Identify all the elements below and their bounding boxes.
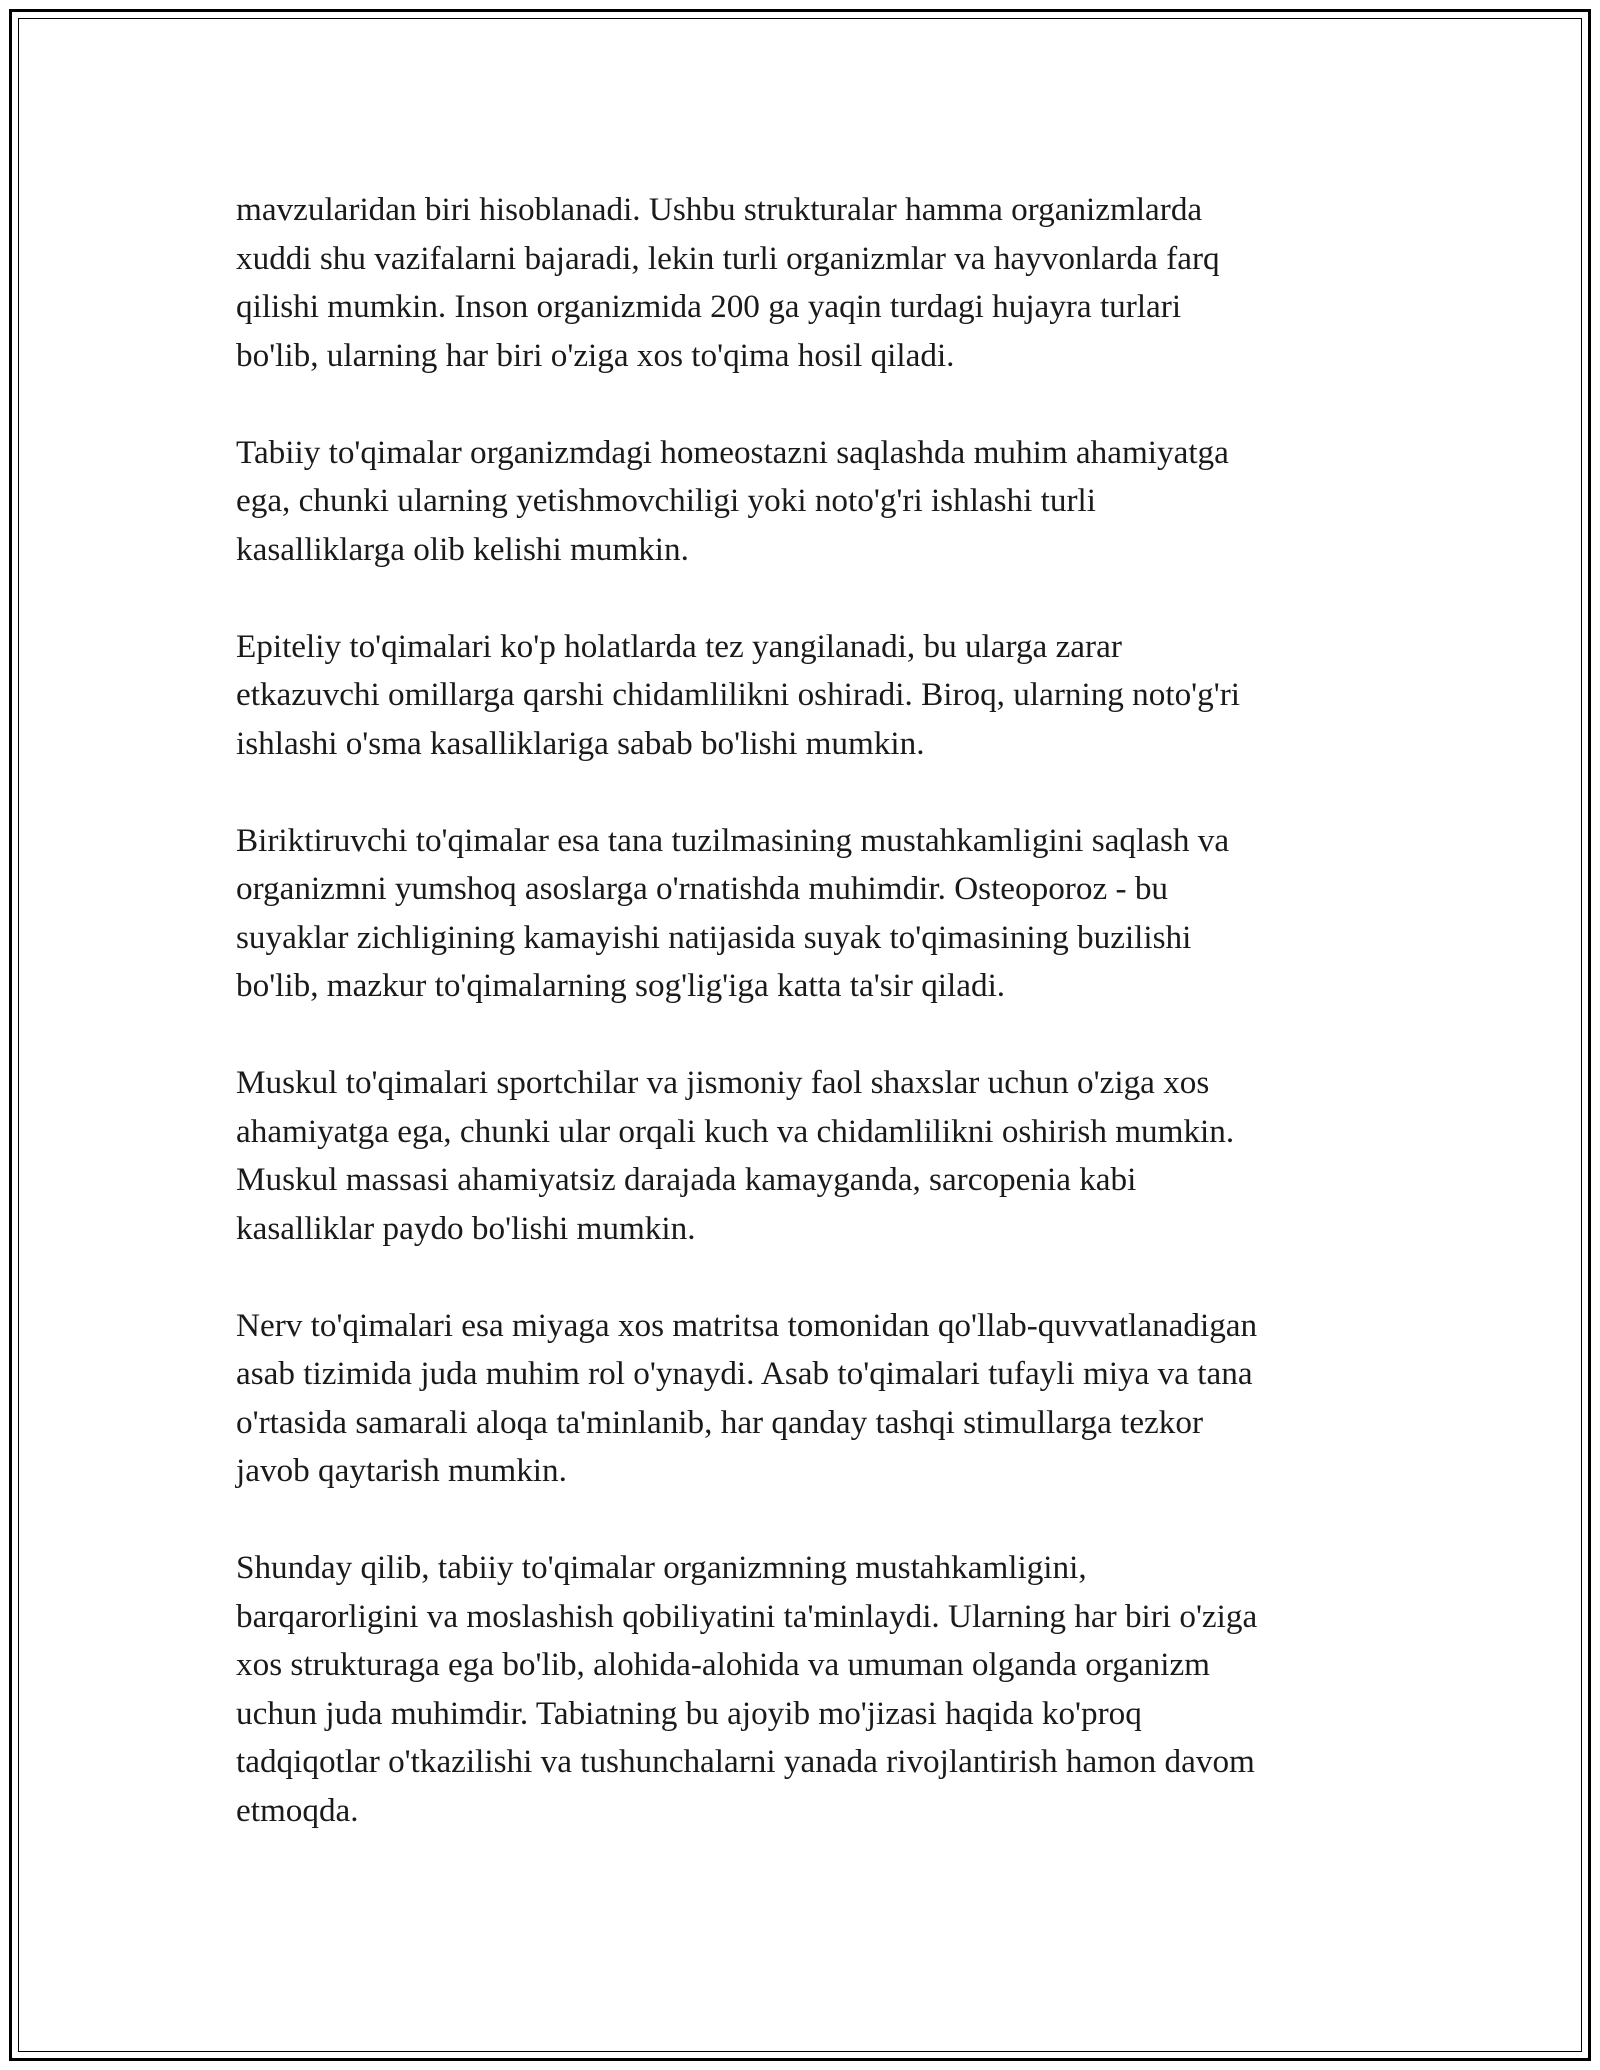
text-line: asab tizimida juda muhim rol o'ynaydi. Asab to'qimalari tufayli miya va tana <box>236 1355 1253 1392</box>
paragraph <box>236 1059 1376 1253</box>
text-line: mavzularidan biri hisoblanadi. Ushbu strukturalar hamma organizmlarda <box>236 191 1203 228</box>
text-line: qilishi mumkin. Inson organizmida 200 ga yaqin turdagi hujayra turlari <box>236 288 1182 325</box>
text-line: Shunday qilib, tabiiy to'qimalar organizmning mustahkamligini, <box>236 1549 1087 1586</box>
text-line: xos strukturaga ega bo'lib, alohida-alohida va umuman olganda organizm <box>236 1646 1210 1683</box>
text-line: javob qaytarish mumkin. <box>236 1452 567 1489</box>
text-line: ishlashi o'sma kasalliklariga sabab bo'lishi mumkin. <box>236 724 925 762</box>
paragraph <box>236 429 1376 575</box>
text-line: bo'lib, ularning har biri o'ziga xos to'qima hosil qiladi. <box>236 336 955 374</box>
text-line: bo'lib, mazkur to'qimalarning sog'lig'iga katta ta'sir qiladi. <box>236 967 1006 1004</box>
text-line: etmoqda. <box>236 1791 359 1829</box>
text-line: ega, chunki ularning yetishmovchiligi yoki noto'g'ri ishlashi turli <box>236 482 1096 519</box>
text-line: kasalliklar paydo bo'lishi mumkin. <box>236 1209 696 1247</box>
text-line: xuddi shu vazifalarni bajaradi, lekin turli organizmlar va hayvonlarda farq <box>236 239 1220 277</box>
text-line: o'rtasida samarali aloqa ta'minlanib, har qanday tashqi stimullarga tezkor <box>236 1403 1204 1441</box>
text-line: Muskul to'qimalari sportchilar va jismoniy faol shaxslar uchun o'ziga xos <box>236 1064 1210 1101</box>
text-line: Tabiiy to'qimalar organizmdagi homeostazni saqlashda muhim ahamiyatga <box>236 433 1229 471</box>
paragraph <box>236 817 1376 1011</box>
text-line: Muskul massasi ahamiyatsiz darajada kamayganda, sarcopenia kabi <box>236 1161 1137 1198</box>
paragraph <box>236 1302 1376 1496</box>
text-line: suyaklar zichligining kamayishi natijasida suyak to'qimasining buzilishi <box>236 918 1192 956</box>
text-line: Epiteliy to'qimalari ko'p holatlarda tez yangilanadi, bu ularga zarar <box>236 627 1122 665</box>
paragraph <box>236 186 1376 380</box>
paragraph <box>236 1544 1376 1835</box>
text-line: Nerv to'qimalari esa miyaga xos matritsa tomonidan qo'llab-quvvatlanadigan <box>236 1306 1258 1344</box>
text-line: tadqiqotlar o'tkazilishi va tushunchalarni yanada rivojlantirish hamon davom <box>236 1743 1255 1780</box>
text-line: Biriktiruvchi to'qimalar esa tana tuzilmasining mustahkamligini saqlash va <box>236 821 1230 859</box>
text-line: uchun juda muhimdir. Tabiatning bu ajoyib mo'jizasi haqida ko'proq <box>236 1694 1142 1732</box>
text-line: ahamiyatga ega, chunki ular orqali kuch va chidamlilikni oshirish mumkin. <box>236 1112 1235 1150</box>
text-line: kasalliklarga olib kelishi mumkin. <box>236 530 689 568</box>
text-line: etkazuvchi omillarga qarshi chidamlilikni oshiradi. Biroq, ularning noto'g'ri <box>236 676 1241 713</box>
document-body <box>236 186 1376 1884</box>
text-line: organizmni yumshoq asoslarga o'rnatishda muhimdir. Osteoporoz - bu <box>236 870 1169 907</box>
paragraph <box>236 623 1376 769</box>
text-line: barqarorligini va moslashish qobiliyatini ta'minlaydi. Ularning har biri o'ziga <box>236 1597 1258 1635</box>
